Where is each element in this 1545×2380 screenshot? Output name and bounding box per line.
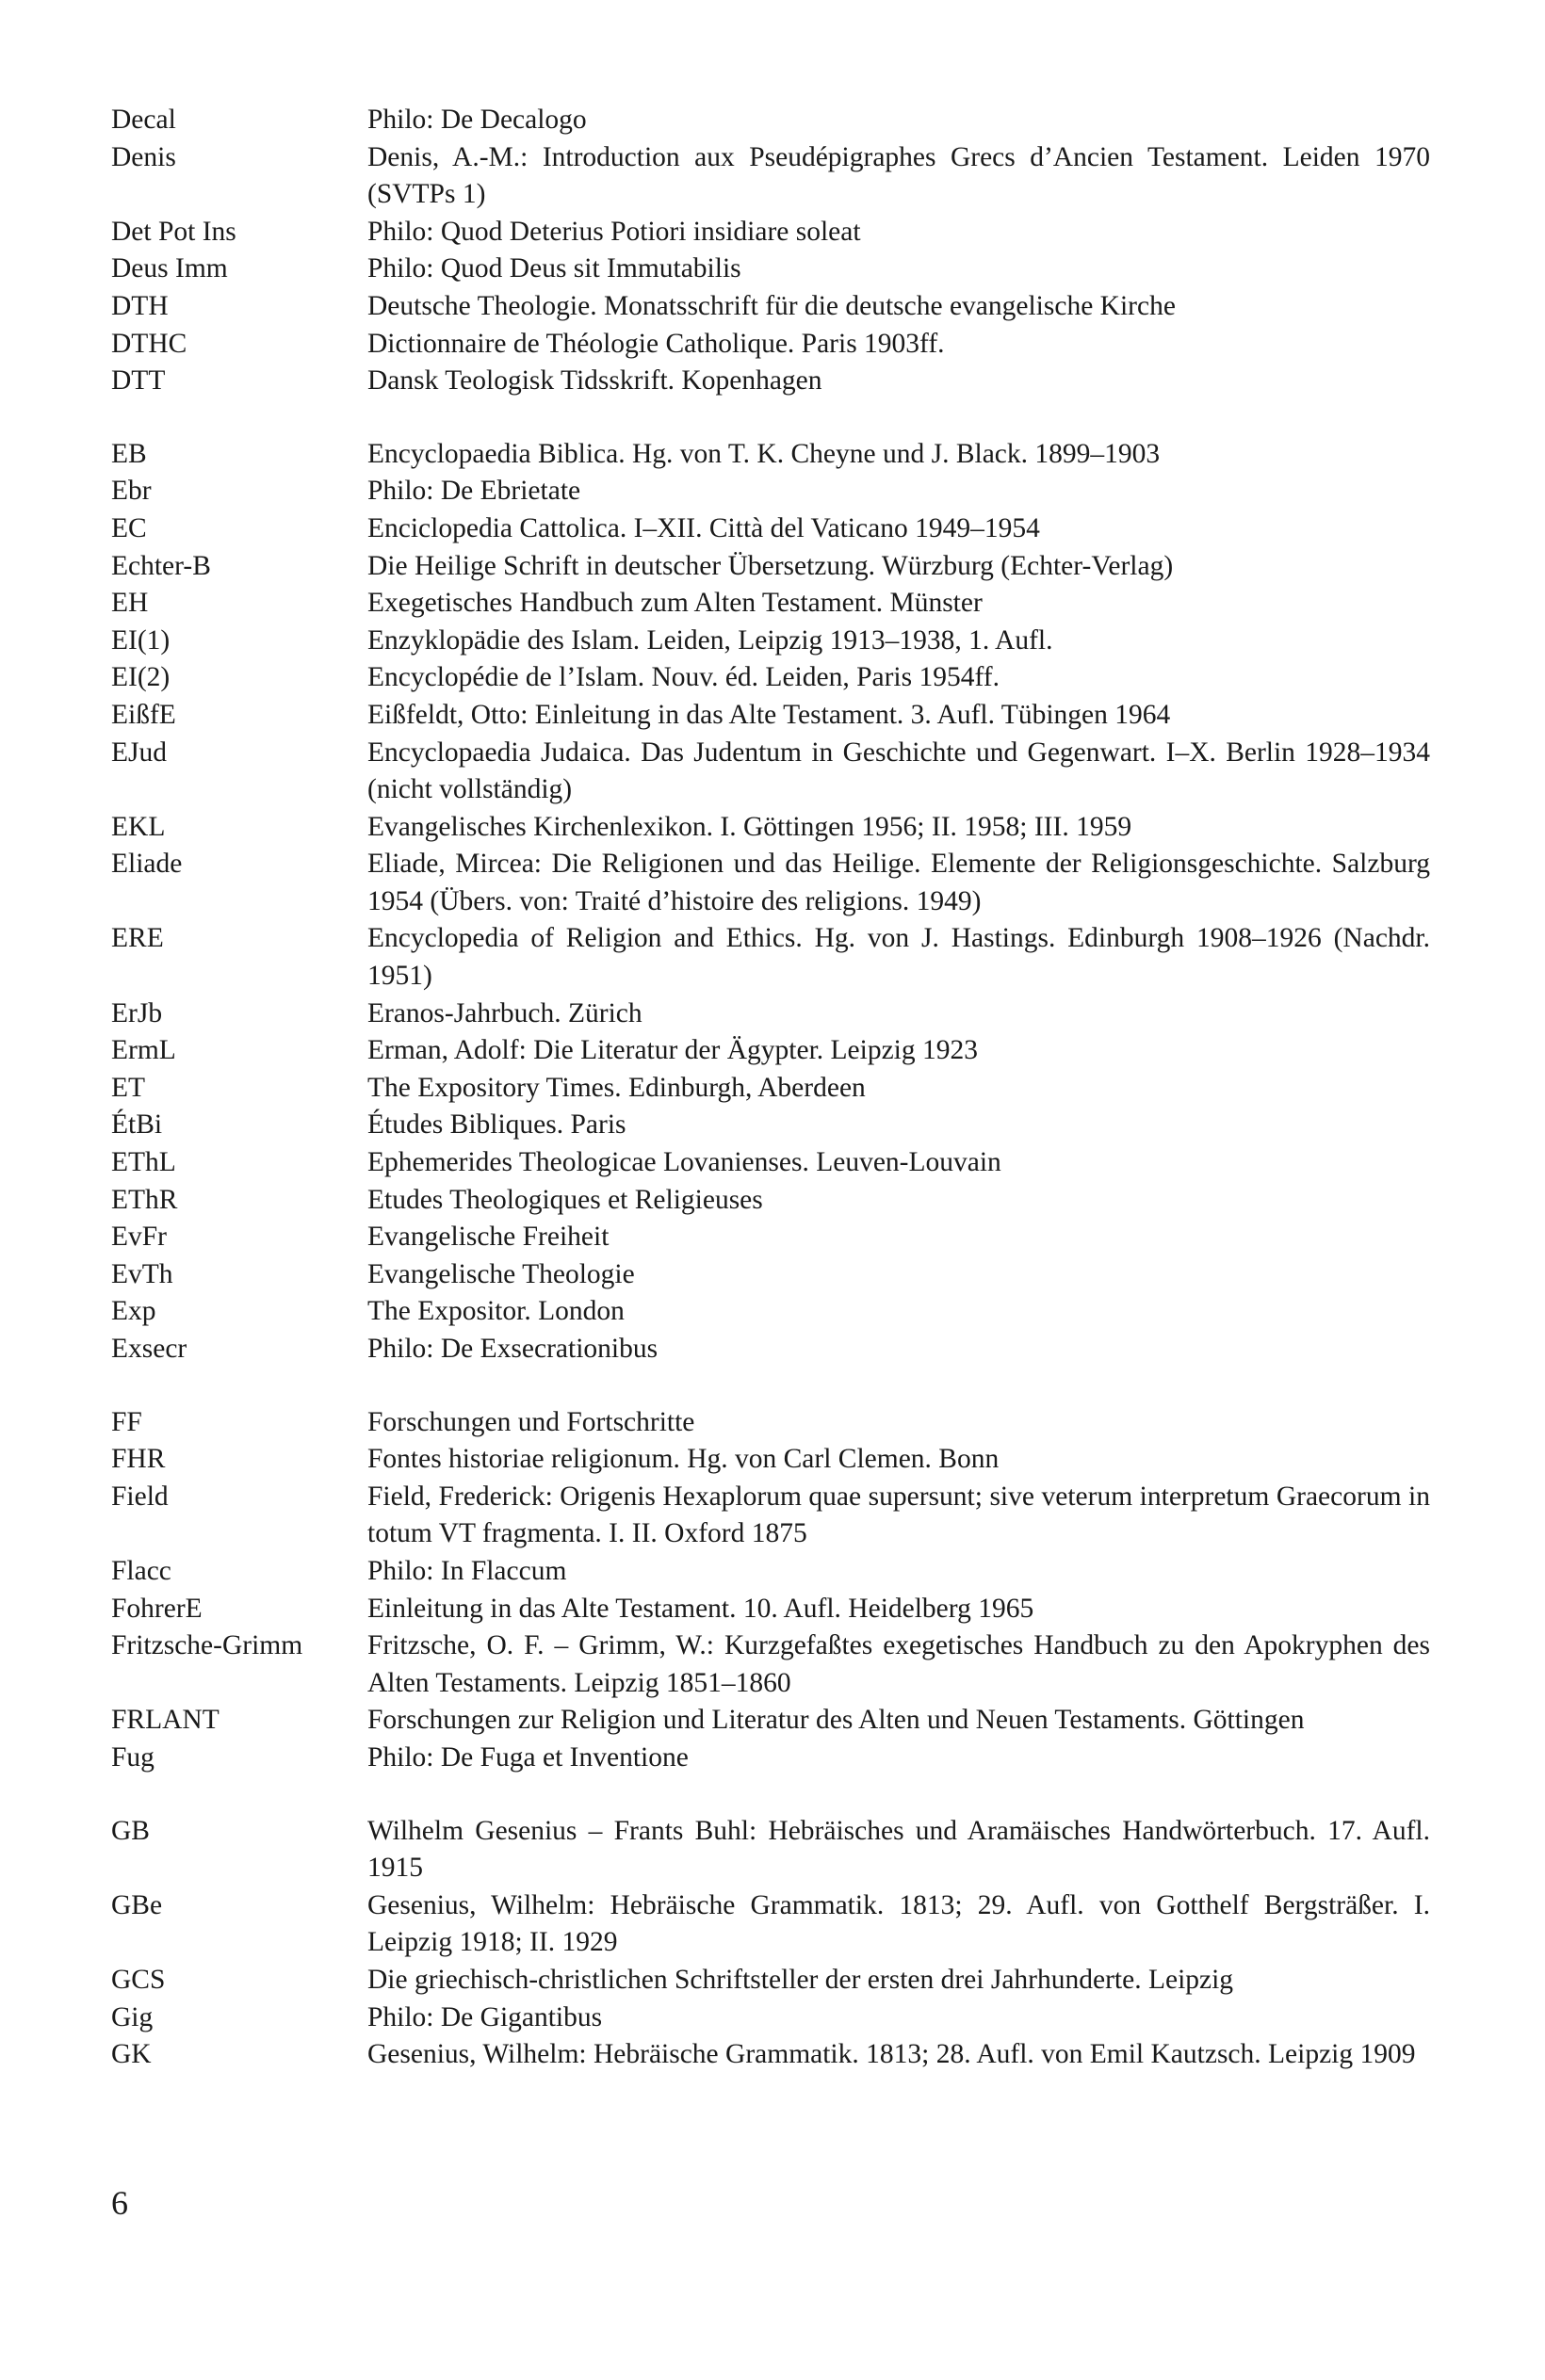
abbreviation-term: DTHC (111, 328, 187, 359)
abbreviation-entry (111, 214, 1430, 251)
abbreviation-description: Philo: De Decalogo (367, 105, 587, 135)
abbreviation-description: Enciclopedia Cattolica. I–XII. Città del Vaticano 1949–1954 (367, 512, 1040, 543)
abbreviation-entry (111, 697, 1430, 735)
abbreviation-entry (111, 1144, 1430, 1182)
abbreviation-description: Enzyklopädie des Islam. Leiden, Leipzig 1913–1938, 1. Aufl. (367, 624, 1053, 656)
abbreviation-description: The Expositor. London (367, 1296, 625, 1327)
abbreviation-description: Forschungen zur Religion und Literatur des Alten und Neuen Testaments. Göttingen (367, 1705, 1305, 1736)
abbreviation-description: Philo: Quod Deterius Potiori insidiare soleat (367, 216, 861, 247)
abbreviation-term: EvTh (111, 1258, 173, 1289)
abbreviation-term: Ebr (111, 476, 152, 507)
abbreviation-term: EC (111, 512, 147, 543)
abbreviation-description: Exegetisches Handbuch zum Alten Testament. Münster (367, 588, 983, 619)
abbreviation-term: FHR (111, 1444, 166, 1475)
abbreviation-term: EH (111, 588, 149, 619)
abbreviation-entry (111, 1887, 1430, 1962)
abbreviation-entry (111, 2036, 1430, 2074)
abbreviation-description: Fontes historiae religionum. Hg. von Carl Clemen. Bonn (367, 1444, 1000, 1475)
abbreviation-description: Eißfeldt, Otto: Einleitung in das Alte Testament. 3. Aufl. Tübingen 1964 (367, 699, 1171, 730)
abbreviation-description: Philo: De Ebrietate (367, 476, 581, 507)
abbreviation-description: Erman, Adolf: Die Literatur der Ägypter. Leipzig 1923 (367, 1035, 978, 1066)
abbreviation-description: Fritzsche, O. F. – Grimm, W.: Kurzgefaßtes exegetisches Handbuch zu den Apokryphen des Alten Testaments. Leipzig 1851–1860 (367, 1630, 1430, 1698)
abbreviation-entry (111, 1219, 1430, 1256)
abbreviation-term: Exp (111, 1296, 156, 1327)
abbreviation-entry (111, 1740, 1430, 1777)
letter-group-e (111, 436, 1430, 1368)
abbreviation-entry (111, 809, 1430, 847)
abbreviation-description: Ephemerides Theologicae Lovanienses. Leuven-Louvain (367, 1147, 1001, 1178)
abbreviation-description: Die Heilige Schrift in deutscher Übersetzung. Würzburg (Echter-Verlag) (367, 550, 1174, 581)
letter-group-g (111, 1813, 1430, 2074)
abbreviation-description: Evangelische Freiheit (367, 1222, 610, 1253)
abbreviation-term: Echter-B (111, 550, 211, 581)
abbreviation-entry (111, 102, 1430, 139)
abbreviation-term: Decal (111, 105, 176, 135)
abbreviation-entry (111, 1962, 1430, 2000)
abbreviation-term: GK (111, 2039, 152, 2070)
abbreviation-term: Eliade (111, 849, 183, 880)
abbreviation-entry (111, 326, 1430, 364)
abbreviation-term: Deus Imm (111, 253, 228, 284)
abbreviation-description: Gesenius, Wilhelm: Hebräische Grammatik. 1813; 28. Aufl. von Emil Kautzsch. Leipzig 1909 (367, 2039, 1416, 2070)
abbreviation-term: EißfE (111, 699, 176, 730)
abbreviation-term: Flacc (111, 1555, 171, 1586)
abbreviation-entry (111, 2000, 1430, 2037)
abbreviation-description: Philo: De Exsecrationibus (367, 1334, 659, 1364)
abbreviation-description: Field, Frederick: Origenis Hexaplorum quae supersunt; sive veterum interpretum Graecorum in totum VT fragmenta. I. II. Oxford 1875 (367, 1481, 1430, 1549)
abbreviation-description: Deutsche Theologie. Monatsschrift für die deutsche evangelische Kirche (367, 290, 1176, 321)
abbreviation-entry (111, 288, 1430, 326)
abbreviation-description: Études Bibliques. Paris (367, 1109, 626, 1141)
abbreviation-entry (111, 585, 1430, 623)
abbreviation-term: ET (111, 1072, 146, 1103)
abbreviation-term: EKL (111, 811, 166, 842)
abbreviation-entry (111, 1627, 1430, 1702)
abbreviation-term: Fritzsche-Grimm (111, 1630, 303, 1661)
abbreviation-term: DTT (111, 365, 166, 397)
abbreviation-entry (111, 1479, 1430, 1553)
abbreviation-entry (111, 1553, 1430, 1591)
abbreviation-description: Evangelische Theologie (367, 1258, 635, 1289)
abbreviation-entry (111, 1107, 1430, 1144)
abbreviation-entry (111, 1070, 1430, 1108)
abbreviation-description: Einleitung in das Alte Testament. 10. Aufl. Heidelberg 1965 (367, 1593, 1034, 1624)
abbreviation-description: Philo: Quod Deus sit Immutabilis (367, 253, 741, 284)
abbreviation-entry (111, 1404, 1430, 1442)
abbreviation-entry (111, 1441, 1430, 1479)
letter-group-f (111, 1404, 1430, 1777)
abbreviation-entry (111, 1293, 1430, 1331)
abbreviation-term: EI(1) (111, 624, 171, 656)
abbreviation-term: EThR (111, 1184, 178, 1215)
abbreviation-term: Gig (111, 2001, 154, 2032)
abbreviation-entry (111, 1591, 1430, 1628)
abbreviation-term: ErJb (111, 997, 163, 1028)
abbreviation-description: Dansk Teologisk Tidsskrift. Kopenhagen (367, 365, 822, 397)
abbreviation-term: ERE (111, 923, 164, 954)
abbreviation-entry (111, 996, 1430, 1033)
abbreviation-description: Wilhelm Gesenius – Frants Buhl: Hebräisches und Aramäisches Handwörterbuch. 17. Aufl. 1915 (367, 1815, 1430, 1884)
abbreviation-entry (111, 1032, 1430, 1070)
abbreviation-term: GBe (111, 1889, 163, 1920)
abbreviation-description: Gesenius, Wilhelm: Hebräische Grammatik. 1813; 29. Aufl. von Gotthelf Bergsträßer. I. Leipzig 1918; II. 1929 (367, 1889, 1430, 1958)
abbreviation-entry (111, 1182, 1430, 1220)
abbreviation-term: Field (111, 1481, 169, 1512)
abbreviation-description: Encyclopaedia Biblica. Hg. von T. K. Cheyne und J. Black. 1899–1903 (367, 438, 1161, 469)
abbreviation-term: DTH (111, 290, 169, 321)
abbreviation-description: Philo: De Gigantibus (367, 2001, 603, 2032)
abbreviation-term: EThL (111, 1147, 176, 1178)
abbreviation-term: EvFr (111, 1222, 167, 1253)
abbreviation-description: Eliade, Mircea: Die Religionen und das Heilige. Elemente der Religionsgeschichte. Salzburg 1954 (Übers. von: Traité d’histoire des religions. 1949) (367, 849, 1430, 916)
abbreviation-entry (111, 548, 1430, 586)
abbreviation-description: Denis, A.-M.: Introduction aux Pseudépigraphes Grecs d’Ancien Testament. Leiden 1970 (SVTPs 1) (367, 141, 1430, 210)
abbreviation-term: FohrerE (111, 1593, 203, 1624)
abbreviation-description: Encyclopaedia Judaica. Das Judentum in Geschichte und Gegenwart. I–X. Berlin 1928–1934 (nicht vollständig) (367, 737, 1430, 805)
abbreviation-term: FF (111, 1406, 142, 1437)
abbreviation-entry (111, 1331, 1430, 1368)
abbreviation-description: Encyclopedia of Religion and Ethics. Hg. von J. Hastings. Edinburgh 1908–1926 (Nachdr. 1951) (367, 923, 1430, 992)
page-number: 6 (111, 2184, 128, 2222)
letter-group-d (111, 102, 1430, 400)
abbreviation-entry (111, 623, 1430, 660)
abbreviation-entry (111, 363, 1430, 400)
abbreviation-entry (111, 659, 1430, 697)
abbreviation-entry (111, 251, 1430, 288)
abbreviation-term: GB (111, 1815, 150, 1846)
abbreviation-term: ÉtBi (111, 1109, 163, 1141)
abbreviation-entry (111, 920, 1430, 995)
abbreviation-entry (111, 473, 1430, 510)
abbreviation-description: Eranos-Jahrbuch. Zürich (367, 997, 642, 1028)
abbreviation-term: Fug (111, 1741, 154, 1773)
abbreviation-description: Etudes Theologiques et Religieuses (367, 1184, 763, 1215)
abbreviation-term: EJud (111, 737, 167, 768)
abbreviation-term: EI(2) (111, 662, 171, 693)
abbreviation-entry (111, 735, 1430, 809)
abbreviation-entry (111, 1813, 1430, 1887)
abbreviation-entry (111, 1702, 1430, 1740)
abbreviation-description: Philo: De Fuga et Inventione (367, 1741, 689, 1773)
abbreviation-entry (111, 1256, 1430, 1294)
abbreviation-description: Die griechisch-christlichen Schriftsteller der ersten drei Jahrhunderte. Leipzig (367, 1964, 1234, 1995)
abbreviation-term: Det Pot Ins (111, 216, 236, 247)
abbreviation-term: ErmL (111, 1035, 176, 1066)
abbreviation-description: Encyclopédie de l’Islam. Nouv. éd. Leiden, Paris 1954ff. (367, 662, 1000, 693)
abbreviation-term: GCS (111, 1964, 166, 1995)
abbreviation-entry (111, 510, 1430, 548)
abbreviation-term: Denis (111, 141, 176, 172)
abbreviation-description: Evangelisches Kirchenlexikon. I. Göttingen 1956; II. 1958; III. 1959 (367, 811, 1132, 842)
abbreviation-description: Philo: In Flaccum (367, 1555, 567, 1586)
abbreviation-term: EB (111, 438, 147, 469)
abbreviation-term: FRLANT (111, 1705, 220, 1736)
abbreviation-entry (111, 436, 1430, 474)
abbreviation-description: Dictionnaire de Théologie Catholique. Paris 1903ff. (367, 328, 945, 359)
abbreviation-description: Forschungen und Fortschritte (367, 1406, 695, 1437)
abbreviation-list (111, 102, 1430, 2110)
abbreviation-entry (111, 139, 1430, 214)
abbreviation-entry (111, 846, 1430, 920)
abbreviation-description: The Expository Times. Edinburgh, Aberdeen (367, 1072, 866, 1103)
abbreviation-term: Exsecr (111, 1334, 187, 1364)
